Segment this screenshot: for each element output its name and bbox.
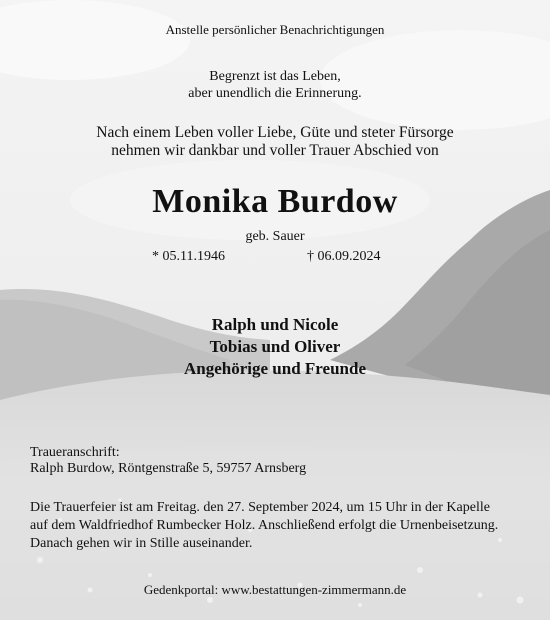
deceased-name: Monika Burdow xyxy=(152,183,398,220)
memorial-portal-link[interactable]: Gedenkportal: www.bestattungen-zimmermann.de xyxy=(143,582,407,597)
birth-date: * 05.11.1946 xyxy=(152,249,225,264)
verse-line-2: aber unendlich die Erinnerung. xyxy=(188,86,362,101)
statement-line-1: Nach einem Leben voller Liebe, Güte und steter Fürsorge xyxy=(96,124,454,141)
death-date: † 06.09.2024 xyxy=(307,249,381,264)
address-line: Ralph Burdow, Röntgenstraße 5, 59757 Arnsberg xyxy=(30,461,307,476)
mourner-line-2: Tobias und Oliver xyxy=(209,337,341,356)
ceremony-line-3: Danach gehen wir in Stille auseinander. xyxy=(30,536,253,551)
address-label: Traueranschrift: xyxy=(30,445,120,460)
birth-name: geb. Sauer xyxy=(245,229,305,244)
mourner-line-3: Angehörige und Freunde xyxy=(184,359,366,378)
ceremony-line-1: Die Trauerfeier ist am Freitag. den 27. September 2024, um 15 Uhr in der Kapelle xyxy=(30,500,490,515)
ceremony-line-2: auf dem Waldfriedhof Rumbecker Holz. Anschließend erfolgt die Urnenbeisetzung. xyxy=(30,518,499,533)
mourner-line-1: Ralph und Nicole xyxy=(211,315,339,334)
intro-line: Anstelle persönlicher Benachrichtigungen xyxy=(165,22,385,37)
verse-line-1: Begrenzt ist das Leben, xyxy=(209,69,341,84)
statement-line-2: nehmen wir dankbar und voller Trauer Abschied von xyxy=(111,142,439,159)
